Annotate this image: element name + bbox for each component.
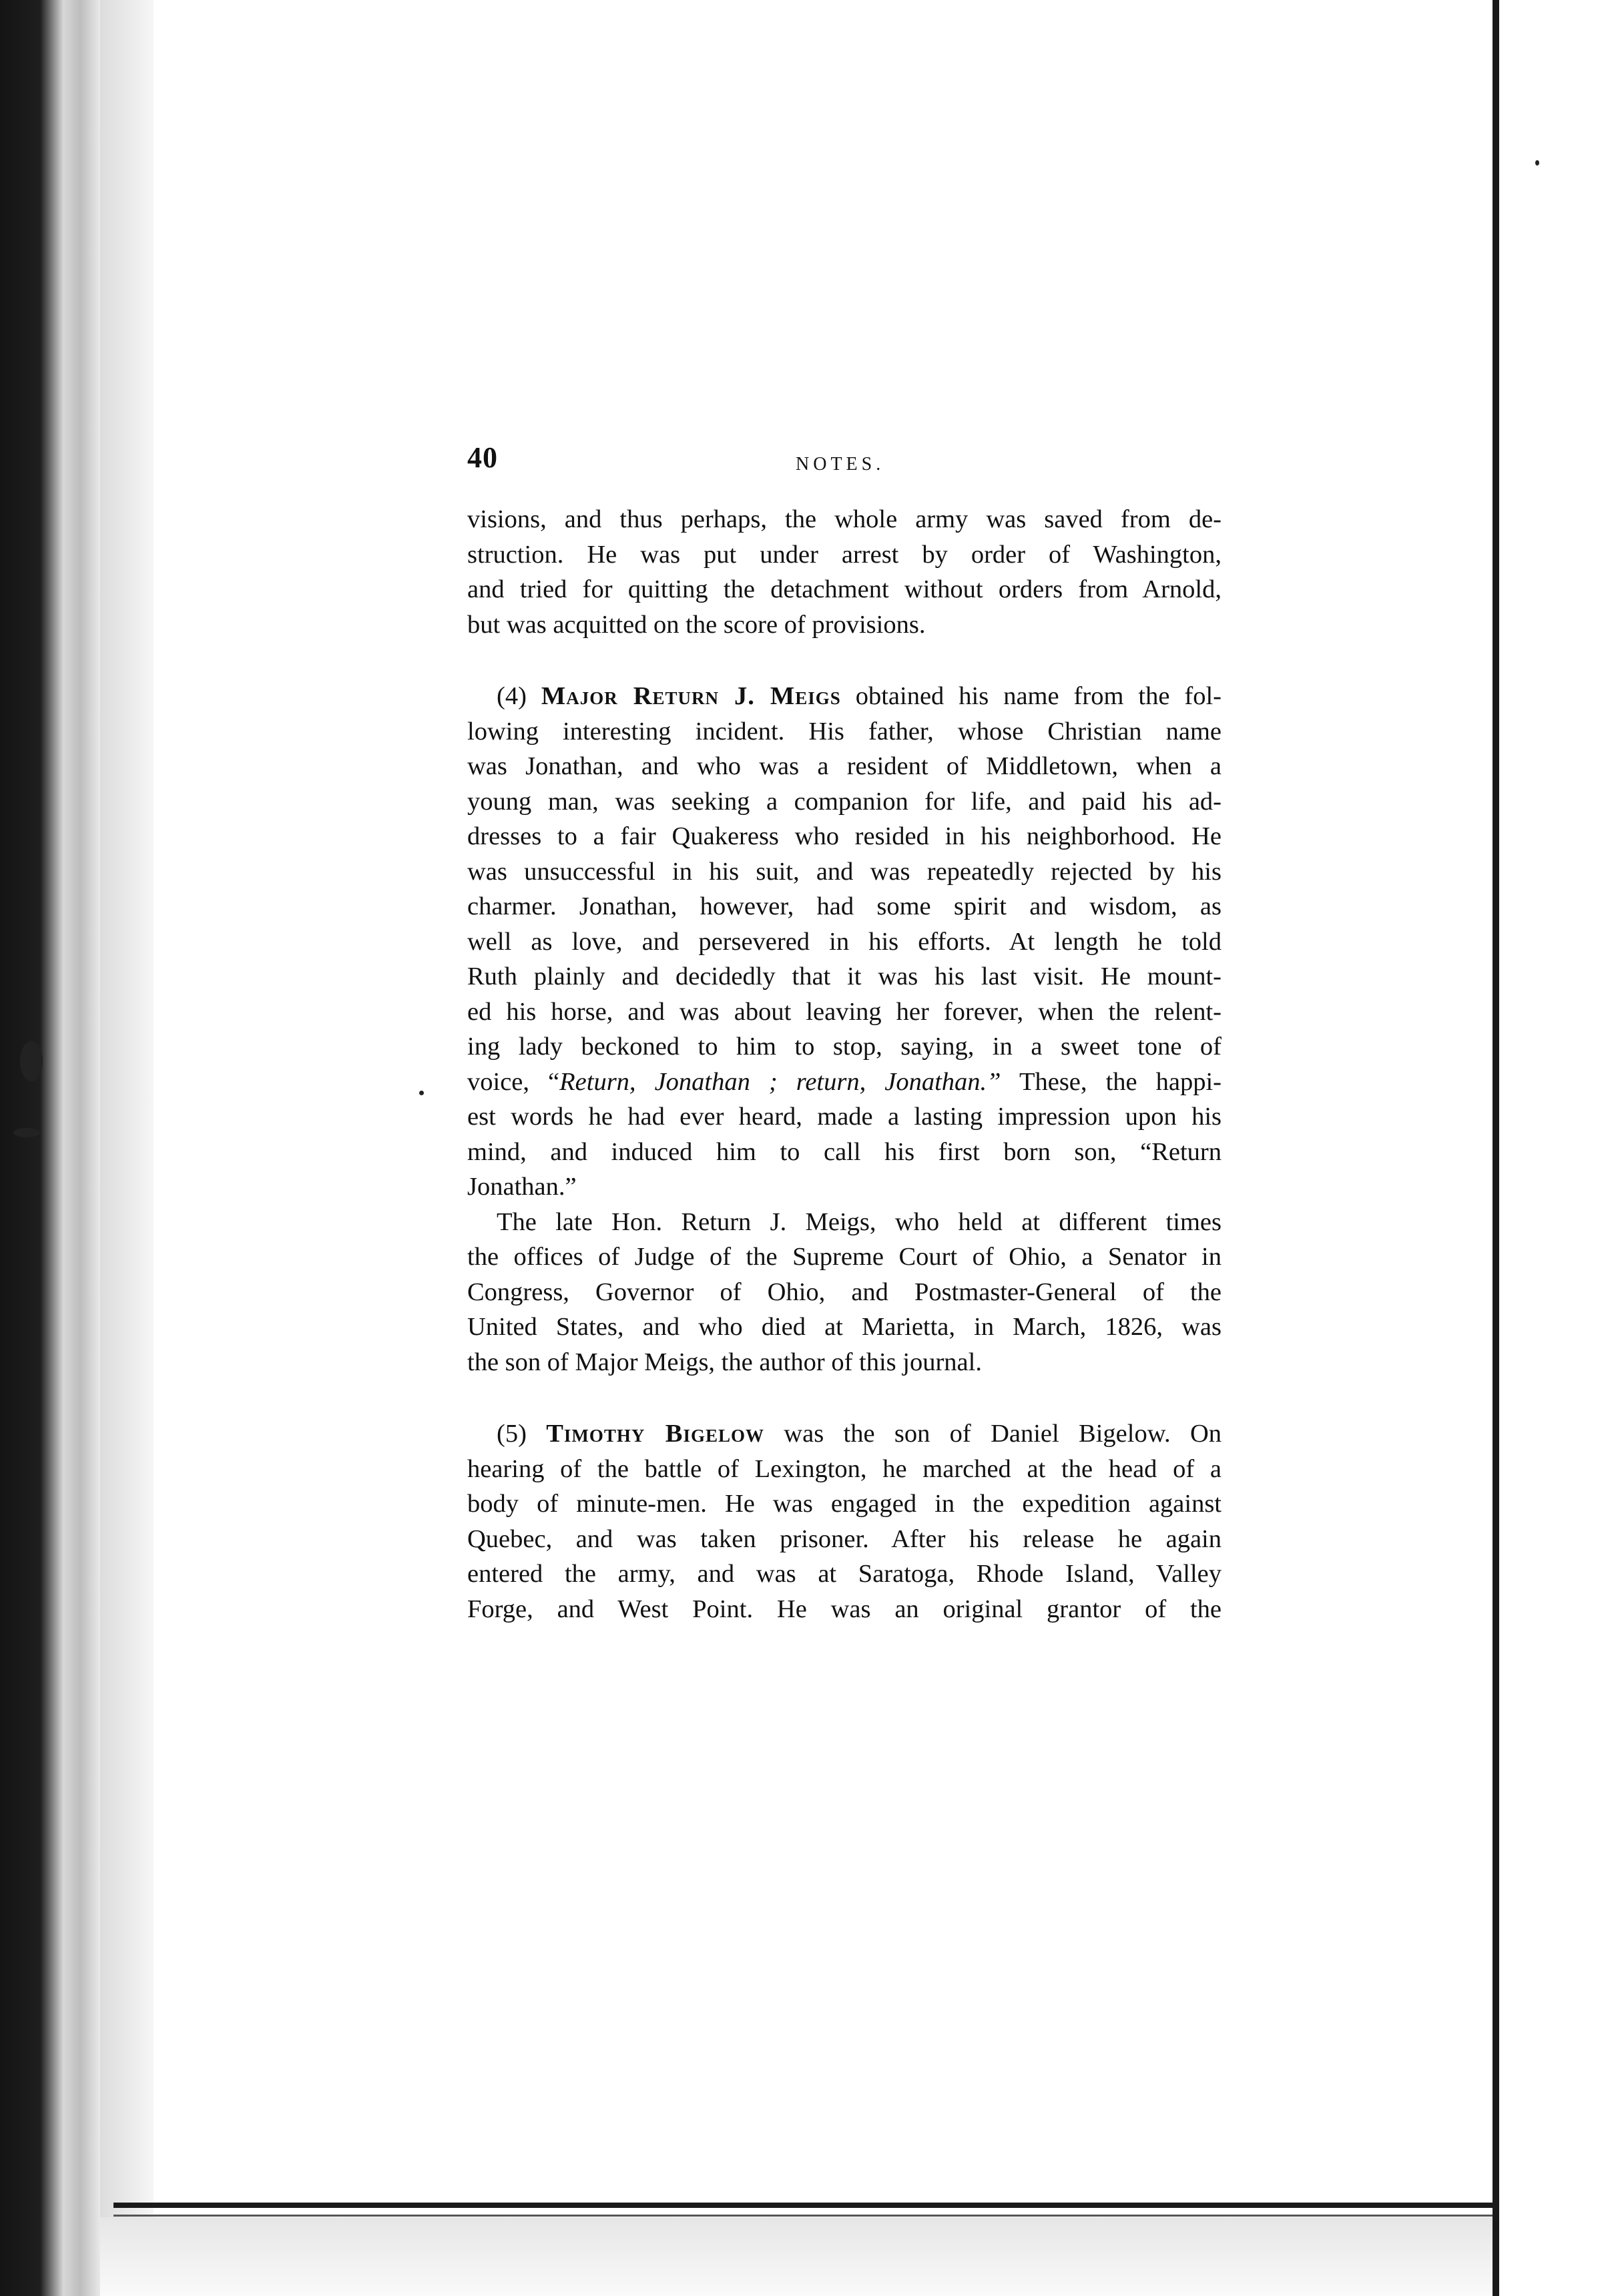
scan-speck <box>20 1041 43 1081</box>
page-edge-line <box>1493 0 1499 2296</box>
text-fragment: voice, “ <box>467 1067 560 1096</box>
note-number: (5) <box>497 1420 527 1448</box>
text-line: est words he had ever heard, made a lasting impression upon his <box>467 1103 1222 1131</box>
text-line: visions, and thus perhaps, the whole army was saved from de- <box>467 505 1222 533</box>
text-fragment: These, the happi- <box>1019 1067 1222 1096</box>
running-title: NOTES. <box>796 454 885 475</box>
note-number: (4) <box>497 682 527 710</box>
paragraph <box>467 1205 1222 1380</box>
text-fragment: was the son of Daniel Bigelow. On <box>764 1420 1222 1448</box>
page-bottom-edge-inner <box>113 2215 1493 2217</box>
text-line: ing lady beckoned to him to stop, saying, in a sweet tone of <box>467 1033 1222 1061</box>
text-line <box>467 1065 1222 1100</box>
text-line: charmer. Jonathan, however, had some spirit and wisdom, as <box>467 892 1222 920</box>
text-line: Jonathan.” <box>467 1173 577 1201</box>
note-subject-name: Major Return J. Meigs <box>541 682 841 710</box>
facing-page-margin <box>1499 0 1618 2296</box>
text-line: ed his horse, and was about leaving her forever, when the relent- <box>467 997 1222 1026</box>
text-line: well as love, and persevered in his efforts. At length he told <box>467 927 1222 956</box>
text-line: mind, and induced him to call his first born son, “Return <box>467 1137 1222 1166</box>
text-line: Quebec, and was taken prisoner. After his release he again <box>467 1524 1222 1553</box>
text-line: Congress, Governor of Ohio, and Postmaster-General of the <box>467 1277 1222 1306</box>
page-bottom-shadow <box>100 2217 1493 2296</box>
page-fold-shadow <box>100 0 154 2296</box>
paragraph-continued <box>467 502 1222 642</box>
text-line: dresses to a fair Quakeress who resided in his neighborhood. He <box>467 822 1222 850</box>
body-text <box>467 502 1222 1627</box>
text-line: was Jonathan, and who was a resident of Middletown, when a <box>467 752 1222 780</box>
note-4 <box>467 679 1222 1205</box>
text-line: Ruth plainly and decidedly that it was his last visit. He mount- <box>467 962 1222 990</box>
text-fragment: obtained his name from the fol- <box>840 682 1222 710</box>
text-line <box>467 679 1222 714</box>
text-line: body of minute-men. He was engaged in the expedition against <box>467 1490 1222 1518</box>
note-5 <box>467 1416 1222 1627</box>
scan-speck <box>1535 160 1539 166</box>
scan-speck <box>419 1091 424 1095</box>
page-number: 40 <box>467 441 498 474</box>
text-line: lowing interesting incident. His father, whose Christian name <box>467 717 1222 746</box>
text-line: but was acquitted on the score of provisions. <box>467 610 926 639</box>
text-line: and tried for quitting the detachment without orders from Arnold, <box>467 575 1222 603</box>
text-line: was unsuccessful in his suit, and was repeatedly rejected by his <box>467 857 1222 886</box>
text-line: hearing of the battle of Lexington, he marched at the head of a <box>467 1454 1222 1483</box>
text-line: struction. He was put under arrest by order of Washington, <box>467 540 1222 569</box>
text-line: the son of Major Meigs, the author of this journal. <box>467 1348 982 1376</box>
book-gutter-shadow <box>0 0 100 2296</box>
text-line: entered the army, and was at Saratoga, Rhode Island, Valley <box>467 1560 1222 1588</box>
text-line: United States, and who died at Marietta, in March, 1826, was <box>467 1313 1222 1341</box>
text-line <box>467 1416 1222 1452</box>
scan-speck <box>13 1128 40 1137</box>
text-line: the offices of Judge of the Supreme Court of Ohio, a Senator in <box>467 1243 1222 1271</box>
text-line: young man, was seeking a companion for life, and paid his ad- <box>467 787 1222 816</box>
note-subject-name: Timothy Bigelow <box>546 1420 764 1448</box>
text-line: The late Hon. Return J. Meigs, who held at different times <box>497 1207 1222 1236</box>
quoted-words: Return, Jonathan ; return, Jonathan.” <box>559 1067 1001 1096</box>
text-line: Forge, and West Point. He was an original grantor of the <box>467 1595 1222 1623</box>
page-bottom-edge <box>113 2203 1493 2208</box>
